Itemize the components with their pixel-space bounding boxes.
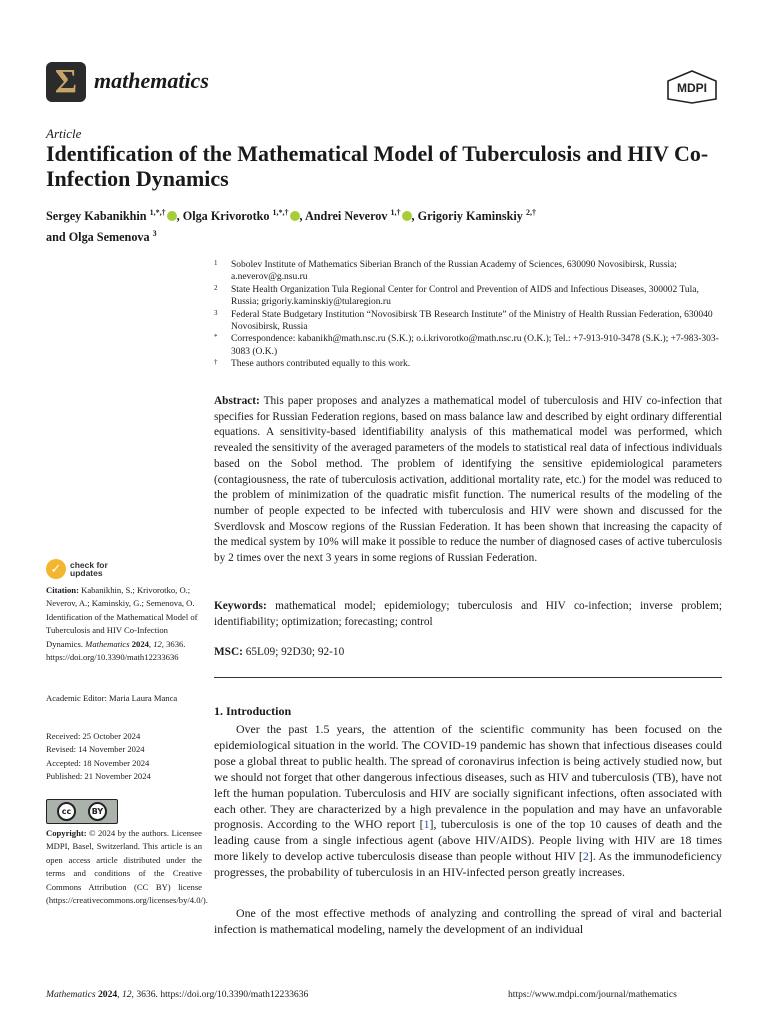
journal-name: mathematics: [94, 68, 209, 93]
article-dates: [46, 730, 202, 784]
sigma-icon: Σ: [54, 63, 78, 100]
check-icon: ✓: [46, 559, 66, 579]
date-accepted: Accepted: 18 November 2024: [46, 757, 150, 768]
section-heading: 1. Introduction: [214, 704, 292, 718]
author-name[interactable]: Grigoriy Kaminskiy: [417, 209, 523, 224]
keywords-label: Keywords:: [214, 600, 267, 612]
article-title: Identification of the Mathematical Model of Tuberculosis and HIV Co-Infection Dynamics: [46, 141, 709, 191]
affiliation-item: 3 Federal State Budgetary Institution “Novosibirsk TB Research Institute” of the Ministry of Health Russian Federation, 630040 Novosibirsk, Russia: [214, 308, 713, 333]
orcid-icon[interactable]: [402, 211, 412, 221]
citation: Citation: Kabanikhin, S.; Krivorotko, O.; Neverov, A.; Kaminskiy, G.; Semenova, O. Identification of the Mathematical Model of Tuberculosis and HIV Co-Infection Dynamics. Mathematics 2024, 12, 3636. https://doi.org/10.3390/math12233636: [46, 585, 198, 663]
citation-doi-link[interactable]: , 3636. https://doi.org/10.3390/math12233636: [46, 638, 186, 663]
and-word: and: [46, 230, 66, 245]
affiliation-item: 2 State Health Organization Tula Regional Center for Control and Prevention of AIDS and Infectious Diseases, 300002 Tula, Russia; grigoriy.kaminskiy@tularegion.ru: [214, 283, 699, 308]
keywords: [214, 599, 722, 630]
author-name[interactable]: Andrei Neverov: [304, 209, 388, 224]
reference-link[interactable]: 2: [582, 849, 589, 864]
orcid-icon[interactable]: [167, 211, 177, 221]
section-divider: [214, 677, 722, 678]
author-affiliation-mark: 1,†: [390, 208, 401, 217]
date-received: Received: 25 October 2024: [46, 731, 141, 741]
author-affiliation-mark: 2,†: [525, 208, 536, 217]
reference-link[interactable]: 1: [423, 817, 430, 832]
publisher-name: MDPI: [677, 81, 707, 95]
academic-editor: Academic Editor: Maria Laura Manca: [46, 693, 178, 703]
cc-by-license-badge[interactable]: [46, 799, 118, 824]
body-paragraph: Over the past 1.5 years, the attention of the scientific community has been focused on the epidemiological situation in the world. The COVID-19 pandemic has shown that infectious diseases could pose a global threat to public health. The spread of coronavirus infection is being actively studied now, but we should not forget that other dangerous infectious diseases, such as HIV and tuberculosis (TB), have not left the human population. Tuberculosis and HIV are socially significant infections, often associated with each other. They are characterized by a high prevalence in the population and may have an unfavorable prognosis. According to the WHO report [1], tuberculosis is one of the top 10 causes of death and the leading cause from a single infectious agent (above HIV/AIDS). People living with HIV are 18 times more likely to develop active tuberculosis disease than people without HIV [2]. As the immunodeficiency progresses, the probability of tuberculosis in an HIV-infected person greatly increases.: [214, 722, 722, 880]
journal-logo: [46, 62, 86, 102]
affiliations: [214, 259, 726, 371]
msc-codes: [214, 645, 722, 661]
abstract: [214, 394, 722, 567]
author-name[interactable]: Olga Krivorotko: [182, 209, 270, 224]
author-list: Sergey Kabanikhin $^{1,*,\dagger}$ , Olga Krivorotko $^{1,*,\dagger}$ , Andrei Neverov $^{1,\dagger}$ , Grigoriy Kaminskiy $^{2,\dagger}$ and Olga Semenova $^3$: [46, 208, 536, 245]
equal-contribution-note: † These authors contributed equally to this work.: [214, 358, 411, 370]
keywords-text: mathematical model; epidemiology; tuberculosis and HIV co-infection; inverse problem; identifiability; optimization; forecasting; control: [214, 600, 722, 628]
journal-url-link[interactable]: https://www.mdpi.com/journal/mathematics: [508, 989, 677, 1000]
mdpi-logo: [666, 70, 718, 104]
affiliation-item: 1 Sobolev Institute of Mathematics Siberian Branch of the Russian Academy of Sciences, 630090 Novosibirsk, Russia; a.neverov@g.nsu.ru: [214, 259, 677, 283]
footer-citation: Mathematics 2024, 12, 3636. https://doi.org/10.3390/math12233636: [46, 989, 309, 1000]
author-name[interactable]: Sergey Kabanikhin: [46, 209, 147, 224]
correspondence: * Correspondence: kabanikh@math.nsc.ru (S.K.); o.i.krivorotko@math.nsc.ru (O.K.); Tel.: +7-913-910-3478 (S.K.); +7-983-303-3083 (O.K.): [214, 333, 719, 357]
creative-commons-icon: cc: [57, 802, 76, 821]
attribution-icon: BY: [88, 802, 107, 821]
check-for-updates-badge[interactable]: ✓ check for updates: [46, 558, 136, 580]
abstract-label: Abstract:: [214, 395, 260, 407]
msc-label: MSC:: [214, 646, 243, 658]
abstract-text: This paper proposes and analyzes a mathematical model of tuberculosis and HIV co-infection that specifies for Russian Federation regions, based on mass balance law and described by eight ordinary differential equations. A sensitivity-based identifiability analysis of this mathematical model was performed, which revealed the sensitivity of the averaged parameters of the models to statistical real data of infectious individuals based on the Sobol method. The problem of identifying the sensitive epidemiological parameters (contagiousness, the rate of tuberculosis activation, additional mortality rate, etc.) for the model was reduced to the problem of minimization of the quadratic misfit function. The numerical results of the modeling of the number of people expected to be infected with tuberculosis and HIV were shown and discussed for the Sverdlovsk and Moscow regions of the Russian Federation. It has been shown that increasing the capacity of the medical system by 10% will make it possible to reduce the number of diagnosed cases of active tuberculosis by 2 times over the next 3 years in some regions of Russian Federation.: [214, 395, 722, 565]
msc-text: 65L09; 92D30; 92-10: [245, 646, 345, 658]
orcid-icon[interactable]: [290, 211, 300, 221]
footer-doi-link[interactable]: , 3636. https://doi.org/10.3390/math12233636: [131, 989, 309, 1000]
article-type: Article: [46, 126, 82, 141]
author-name[interactable]: Olga Semenova: [68, 230, 150, 245]
date-published: Published: 21 November 2024: [46, 771, 151, 782]
author-affiliation-mark: 1,*,†: [149, 208, 166, 217]
body-paragraph: One of the most effective methods of analyzing and controlling the spread of viral and bacterial infection is mathematical modeling, namely the development of an individual: [214, 906, 722, 936]
copyright-notice: Copyright: © 2024 by the authors. Licensee MDPI, Basel, Switzerland. This article is an open access article distributed under the terms and conditions of the Creative Commons Attribution (CC BY) license (https://creativecommons.org/licenses/by/4.0/).: [46, 828, 208, 906]
author-affiliation-mark: 1,*,†: [272, 208, 289, 217]
date-revised: Revised: 14 November 2024: [46, 744, 145, 755]
author-affiliation-mark: 3: [152, 229, 157, 239]
